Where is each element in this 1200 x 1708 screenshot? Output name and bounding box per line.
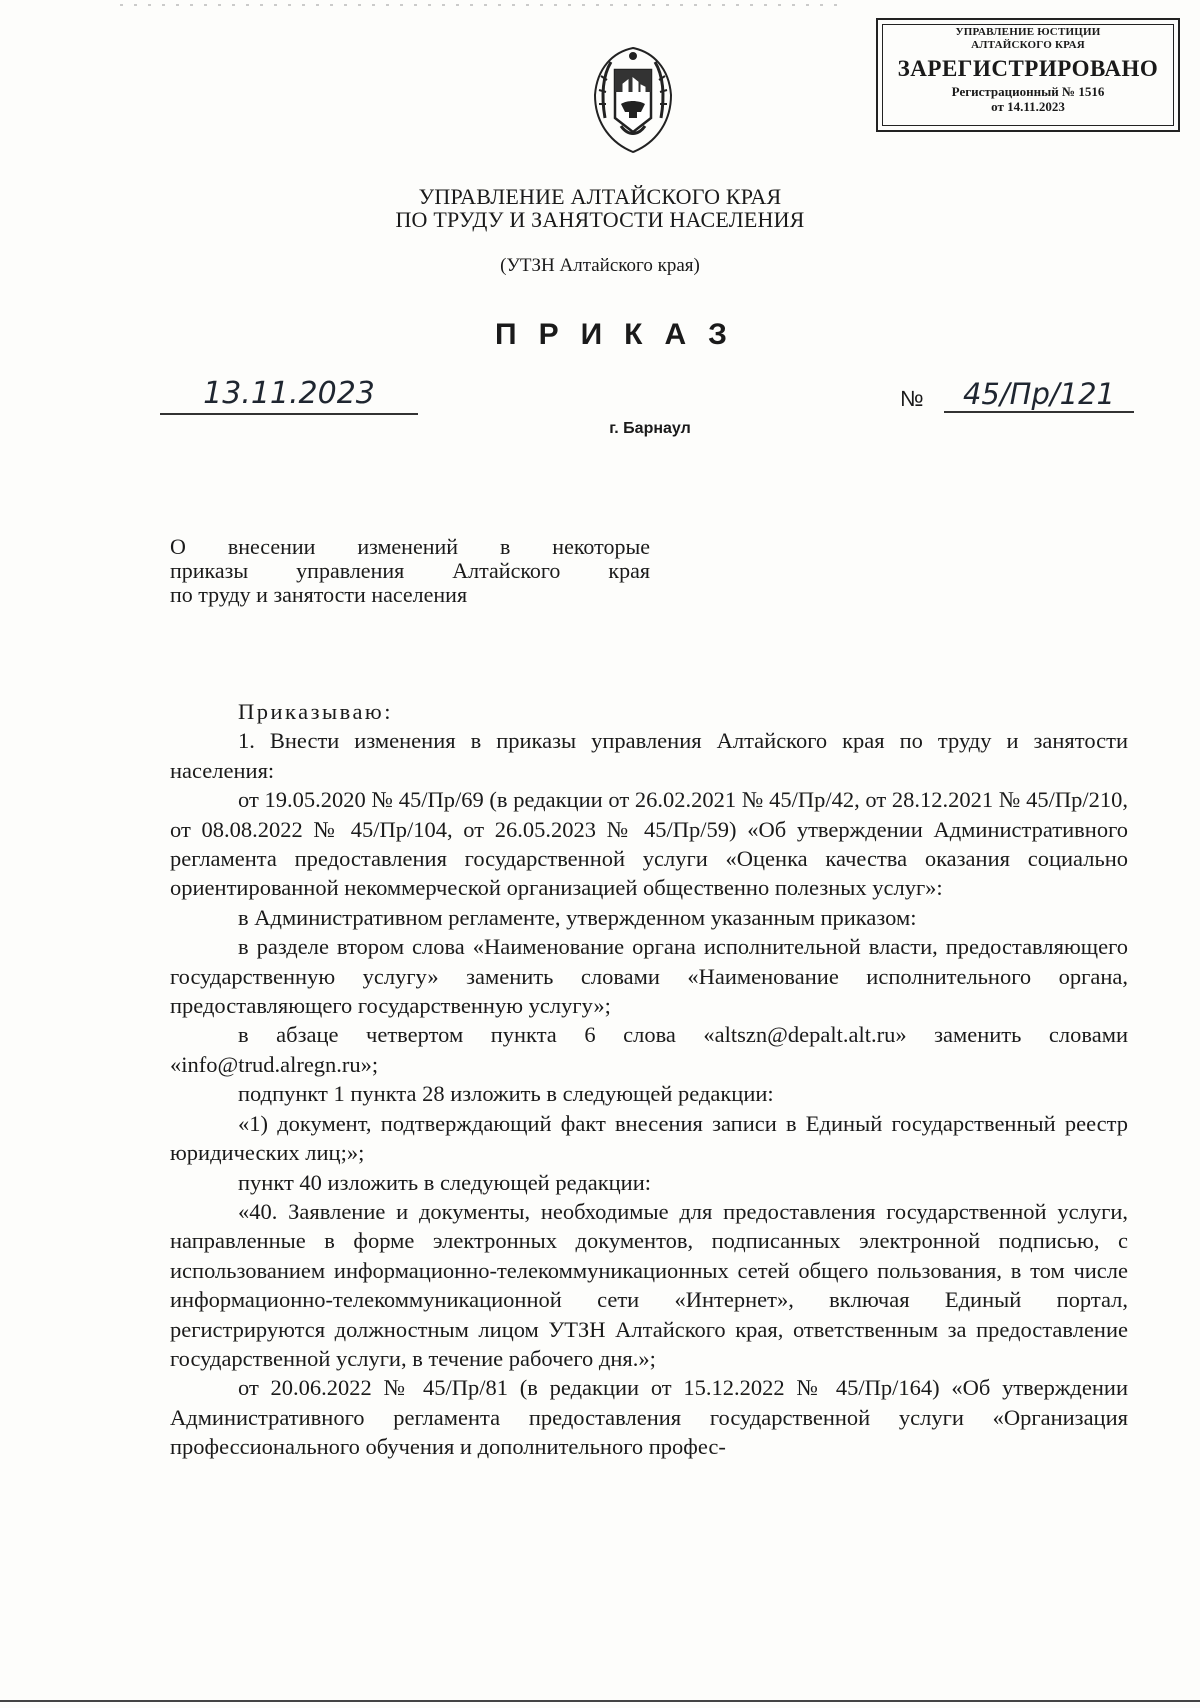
organisation-title-line2: ПО ТРУДУ И ЗАНЯТОСТИ НАСЕЛЕНИЯ <box>395 207 805 232</box>
paragraph-7: «1) документ, подтверждающий факт внесения записи в Единый государственный реестр юридических лиц;»; <box>170 1110 1128 1166</box>
stamp-reg-date: от 14.11.2023 <box>991 99 1065 114</box>
paragraph-8: пункт 40 изложить в следующей редакции: <box>238 1169 652 1195</box>
coat-of-arms-emblem <box>583 40 683 158</box>
scan-artifact <box>120 4 840 6</box>
stamp-org-line1: УПРАВЛЕНИЕ ЮСТИЦИИ <box>955 26 1101 38</box>
page-bottom-rule <box>0 1700 1200 1702</box>
number-sign: № <box>900 386 924 411</box>
paragraph-6: подпункт 1 пункта 28 изложить в следующей редакции: <box>238 1081 774 1107</box>
handwritten-date: 13.11.2023 <box>160 378 418 415</box>
order-subject <box>170 535 650 607</box>
paragraph-10: от 20.06.2022 № 45/Пр/81 (в редакции от 15.12.2022 № 45/Пр/164) «Об утверждении Административного регламента предоставления государственной услуги «Организация профессионального обучения и дополнительного профес- <box>170 1375 1128 1460</box>
city-label: г. Барнаул <box>609 420 691 437</box>
order-number-block <box>900 378 1140 413</box>
organisation-short-name: (УТЗН Алтайского края) <box>500 255 700 276</box>
paragraph-3: в Административном регламенте, утвержденном указанным приказом: <box>238 904 917 930</box>
stamp-title: ЗАРЕГИСТРИРОВАНО <box>897 56 1159 81</box>
paragraph-order-intro: Приказываю: <box>238 699 393 724</box>
organisation-title-line1: УПРАВЛЕНИЕ АЛТАЙСКОГО КРАЯ <box>418 184 782 209</box>
paragraph-2: от 19.05.2020 № 45/Пр/69 (в редакции от 26.02.2021 № 45/Пр/42, от 28.12.2021 № 45/Пр/210, от 08.08.2022 № 45/Пр/104, от 26.05.2023 № 45/Пр/59) «Об утверждении Административного регламента предоставления государственной услуги «Оценка качества оказания социально ориентированной некоммерческой организацией общественно полезных услуг»: <box>170 787 1128 901</box>
paragraph-5: в абзаце четвертом пункта 6 слова «altszn@depalt.alt.ru» заменить словами «info@trud.alregn.ru»; <box>170 1022 1128 1077</box>
stamp-inner-frame <box>882 24 1174 126</box>
paragraph-9: «40. Заявление и документы, необходимые для предоставления государственной услуги, направленные в форме электронных документов, подписанных электронной подписью, с использованием информационно-телекоммуникационных сетей общего пользования, в том числе информационно-телекоммуникационной сети «Интернет», включая Единый портал, регистрируются должностным лицом УТЗН Алтайского края, ответственным за предоставление государственной услуги, в течение рабочего дня.»; <box>170 1198 1128 1371</box>
stamp-reg-number: Регистрационный № 1516 <box>951 84 1105 99</box>
organisation-title <box>300 185 900 231</box>
stamp-org-line2: АЛТАЙСКОГО КРАЯ <box>971 39 1085 51</box>
subject-line1: О внесении изменений в некоторые <box>170 534 650 559</box>
paragraph-4: в разделе втором слова «Наименование органа исполнительной власти, предоставляющего государственную услугу» заменить словами «Наименование исполнительного органа, предоставляющего государственную услугу»; <box>170 934 1128 1019</box>
document-type: ПРИКАЗ <box>495 318 749 351</box>
handwritten-order-number: 45/Пр/121 <box>944 378 1134 413</box>
subject-line2: приказы управления Алтайского края <box>170 558 650 583</box>
subject-line3: по труду и занятости населения <box>170 582 468 607</box>
registration-stamp <box>876 18 1180 132</box>
order-body <box>170 697 1128 1462</box>
paragraph-1: 1. Внести изменения в приказы управления Алтайского края по труду и занятости населения: <box>170 728 1128 783</box>
